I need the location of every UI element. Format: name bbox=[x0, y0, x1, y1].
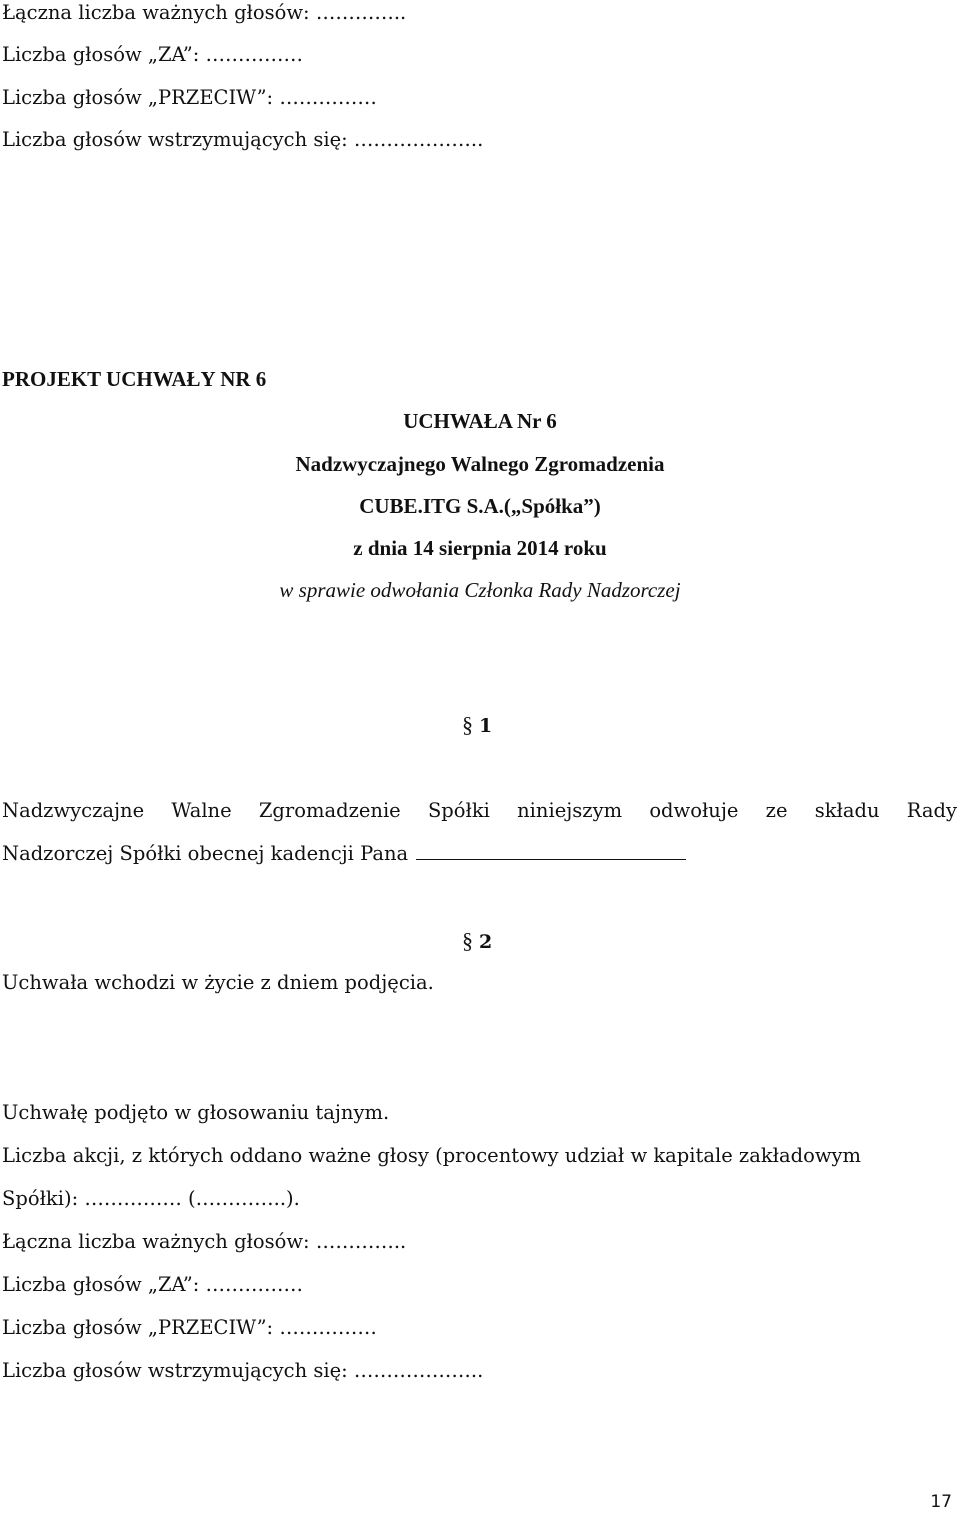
section-1-text: Nadzorczej Spółki obecnej kadencji Pana bbox=[2, 842, 409, 865]
bottom-total-valid-votes: Łączna liczba ważnych głosów: ………….. bbox=[2, 1230, 407, 1253]
company-name: CUBE.ITG S.A.(„Spółka”) bbox=[359, 494, 601, 518]
section-1-text-line-2 bbox=[2, 841, 686, 867]
shares-line-2: Spółki): …………… (…………..). bbox=[2, 1187, 300, 1210]
name-blank-line bbox=[416, 841, 686, 860]
page-number: 17 bbox=[930, 1492, 952, 1512]
section-sign: § bbox=[462, 928, 473, 953]
top-total-valid-votes: Łączna liczba ważnych głosów: ………….. bbox=[2, 1, 407, 24]
assembly-name: Nadzwyczajnego Walnego Zgromadzenia bbox=[295, 452, 665, 476]
resolution-subject: w sprawie odwołania Członka Rady Nadzorczej bbox=[279, 578, 681, 602]
resolution-date: z dnia 14 sierpnia 2014 roku bbox=[353, 536, 607, 560]
resolution-number: UCHWAŁA Nr 6 bbox=[403, 409, 557, 433]
section-1-heading bbox=[462, 713, 492, 738]
bottom-abstentions: Liczba głosów wstrzymujących się: ……………….. bbox=[2, 1359, 484, 1382]
shares-line-1: Liczba akcji, z których oddano ważne głosy (procentowy udział w kapitale zakładowym bbox=[2, 1144, 862, 1167]
top-abstentions: Liczba głosów wstrzymujących się: ……………….. bbox=[2, 128, 484, 151]
section-2-heading bbox=[462, 929, 492, 954]
section-1-text-line-1: Nadzwyczajne Walne Zgromadzenie Spółki niniejszym odwołuje ze składu Rady bbox=[2, 799, 957, 822]
section-number: 1 bbox=[479, 715, 493, 737]
project-title: PROJEKT UCHWAŁY NR 6 bbox=[2, 367, 267, 391]
top-votes-against: Liczba głosów „PRZECIW”: …………… bbox=[2, 86, 377, 109]
section-2-text: Uchwała wchodzi w życie z dniem podjęcia. bbox=[2, 971, 434, 994]
top-votes-for: Liczba głosów „ZA”: …………… bbox=[2, 43, 303, 66]
bottom-votes-against: Liczba głosów „PRZECIW”: …………… bbox=[2, 1316, 377, 1339]
secret-ballot-text: Uchwałę podjęto w głosowaniu tajnym. bbox=[2, 1101, 390, 1124]
bottom-votes-for: Liczba głosów „ZA”: …………… bbox=[2, 1273, 303, 1296]
section-number: 2 bbox=[479, 931, 493, 953]
section-sign: § bbox=[462, 712, 473, 737]
